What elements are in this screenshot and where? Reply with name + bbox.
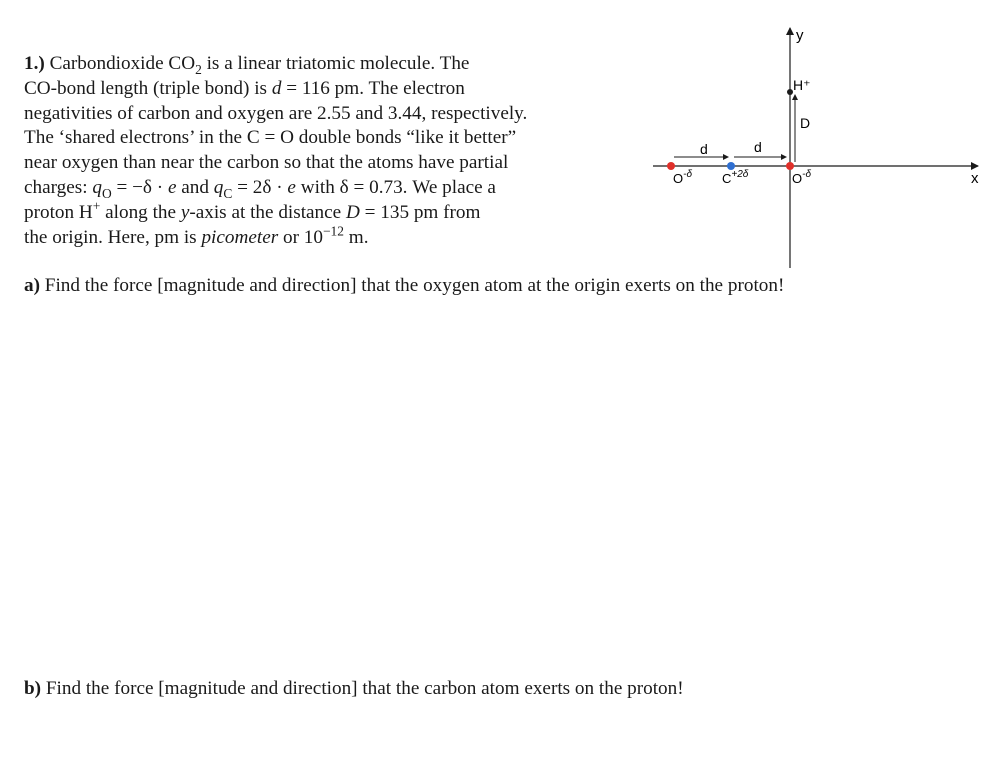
problem-line-6: charges: $q_O = -\delta \cdot e$ and $q_C = 2\delta \cdot e$ with δ = 0.73. We place a — [24, 176, 496, 201]
part-a-text: Find the force [magnitude and direction] that the oxygen atom at the origin exerts on the proton! — [39, 275, 785, 296]
problem-line-5: near oxygen than near the carbon so that the atoms have partial — [24, 152, 509, 174]
problem-line-8: the origin. Here, pm is picometer or $10^{-12}$ m. — [24, 223, 369, 248]
bond-d-label-right: d — [754, 139, 762, 155]
oxygen-left-label: $O^{-\delta}$ — [673, 169, 693, 186]
bond-d-label-left: d — [700, 141, 708, 157]
problem-statement — [24, 52, 634, 250]
part-a-label: a) — [24, 275, 40, 296]
problem-line-4: The ‘shared electrons’ in the C = O double bonds “like it better” — [24, 127, 517, 149]
proton-label: H⁺ — [793, 77, 811, 93]
distance-D-label: D — [800, 115, 811, 131]
part-b-label: b) — [24, 678, 42, 699]
carbon-label: $C^{+2\delta}$ — [722, 169, 749, 186]
problem-line-3: negativities of carbon and oxygen are 2.55 and 3.44, respectively. — [24, 102, 528, 124]
problem-number: 1.) — [24, 53, 45, 74]
problem-line-2: CO-bond length (triple bond) is d = 116 pm. The electron — [24, 77, 465, 99]
y-axis-label: y — [796, 27, 804, 44]
question-part-a — [24, 275, 784, 297]
oxygen-left-atom — [667, 162, 675, 170]
oxygen-origin-label: $O^{-\delta}$ — [792, 169, 812, 186]
molecule-diagram — [640, 20, 990, 275]
x-axis-label: x — [971, 170, 979, 187]
problem-line-1: 1.) Carbondioxide $CO_2$ is a linear triatomic molecule. The — [24, 53, 470, 77]
problem-line-7: proton H+ along the y-axis at the distance D = 135 pm from — [24, 198, 481, 223]
oxygen-origin-atom — [786, 162, 794, 170]
part-b-text: Find the force [magnitude and direction] that the carbon atom exerts on the proton! — [41, 678, 684, 699]
question-part-b — [24, 678, 684, 700]
